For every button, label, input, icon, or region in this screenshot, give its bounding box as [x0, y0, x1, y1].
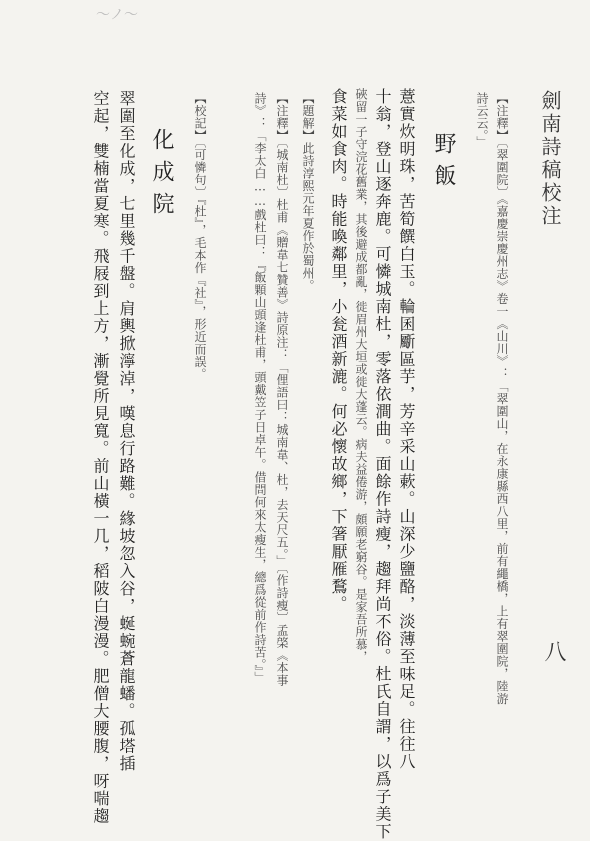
poem-line: 食菜如食肉。時能喚鄰里，小瓮酒新漉。何必懷故鄉，下箸厭雁鶩。	[329, 88, 348, 613]
note-line: 【注釋】〔翠圍院〕《嘉慶崇慶州志》卷一《山川》：「翠圍山，在永康縣西八里，前有繩橋，上有翠圍院，陸游	[495, 92, 509, 705]
poem-title: 野飯	[431, 132, 456, 196]
poem-line: 十翁，登山逐奔鹿。可憐城南杜，零落依澗曲。面餘作詩瘦，趨拜尚不俗。杜氏自謂，以爲子美下	[373, 88, 392, 841]
page-number: 八	[541, 640, 566, 663]
faint-handwriting-mark: 〜ノ〜	[96, 7, 138, 23]
poem-annotation-line: 硤留一子守浣花舊業，其後避成都亂，徙眉州大垣或徙大蓬云。病夫益倦游，頗願老窮谷。是家吾所慕，	[354, 88, 368, 663]
poem-title: 化成院	[149, 128, 174, 224]
collation-line: 【校記】〔可憐句〕『杜』，毛本作『社』，形近而誤。	[193, 92, 207, 381]
note-line: 詩》：「李太白……戲杜曰：『飯顆山頭逢杜甫，頭戴笠子日卓午。借問何來太瘦生，總爲從前作詩苦。』」	[253, 92, 267, 684]
poem-line: 薏實炊明珠，苦筍饌白玉。輪囷斸區芋，芳辛采山蔌。山深少鹽酪，淡薄至味足。往往八	[397, 88, 416, 771]
note-line: 詩云云。」	[475, 92, 489, 149]
explanation-line: 【題解】此詩淳熙元年夏作於蜀州。	[301, 92, 315, 292]
poem-line: 空起，雙楠當夏寒。飛屐到上方，漸覺所見寬。前山橫一几，稻陂白漫漫。肥僧大腰腹，呀喘趨	[91, 90, 110, 825]
book-title-header: 劍南詩稿校注	[538, 90, 562, 228]
note-line: 【注釋】〔城南杜〕杜甫《贈韋七贊善》詩原注：「俚語曰：城南韋、杜，去天尺五。」〔作詩瘦〕孟棨《本事	[275, 92, 289, 687]
poem-line: 翠圍至化成，七里幾千盤。肩輿掀濘淖，嘆息行路難。緣坡忽入谷，蜒蜿蒼龍蟠。孤塔插	[117, 90, 136, 773]
